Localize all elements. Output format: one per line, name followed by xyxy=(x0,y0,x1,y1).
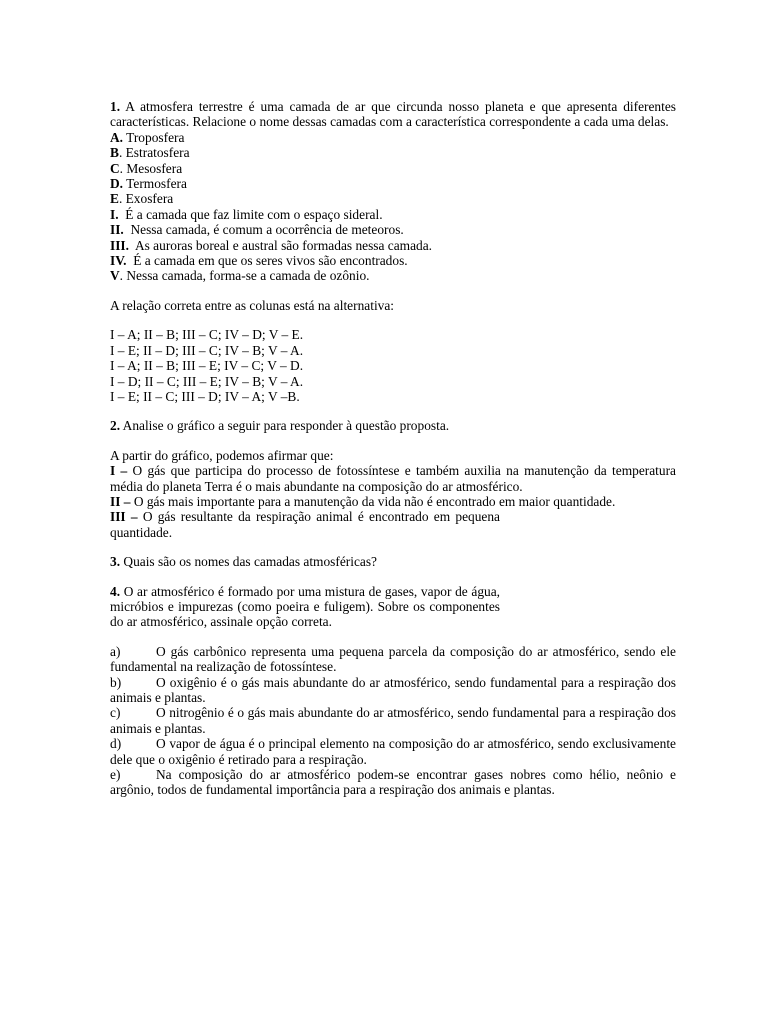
q1-number: 1. xyxy=(110,99,121,114)
q2-statement: 2. Analise o gráfico a seguir para responder à questão proposta. xyxy=(110,418,450,434)
layer-item: D. Termosfera xyxy=(110,176,187,192)
characteristic-item: V. Nessa camada, forma-se a camada de ozônio. xyxy=(110,268,370,284)
layer-item: A. Troposfera xyxy=(110,129,185,145)
q3-statement: 3. Quais são os nomes das camadas atmosféricas? xyxy=(110,554,378,570)
q4-option: a) O gás carbônico representa uma pequena parcela da composição do ar atmosférico, sendo ele fundamental na realização de fotossíntese. xyxy=(110,643,676,675)
q1-option: I – A; II – B; III – E; IV – C; V – D. xyxy=(110,358,304,374)
characteristic-item: IV. É a camada em que os seres vivos são encontrados. xyxy=(110,253,408,269)
q4-option: d) O vapor de água é o principal elemento na composição do ar atmosférico, sendo exclusivamente dele que o oxigênio é retirado para a respiração. xyxy=(110,736,676,767)
q4-statement: 4. O ar atmosférico é formado por uma mistura de gases, vapor de água, micróbios e impurezas (como poeira e fuligem). Sobre os componentes do ar atmosférico, assinale opção correta. xyxy=(110,583,500,630)
layer-item: B. Estratosfera xyxy=(110,145,190,161)
q3-number: 3. xyxy=(110,554,121,570)
q1-option: I – E; II – C; III – D; IV – A; V –B. xyxy=(110,388,300,404)
q4-number: 4. xyxy=(110,583,121,599)
q2-statement-item: II – O gás mais importante para a manutenção da vida não é encontrado em maior quantidade. xyxy=(110,493,616,509)
q2-statement-item: I – O gás que participa do processo de fotossíntese e também auxilia na manutenção da temperatura média do planeta Terra é o mais abundante na composição do ar atmosférico. xyxy=(110,463,676,494)
q2-intro: A partir do gráfico, podemos afirmar que: xyxy=(110,447,334,463)
q1-option: I – E; II – D; III – C; IV – B; V – A. xyxy=(110,342,304,358)
layer-item: C. Mesosfera xyxy=(110,160,183,176)
q1-relation-prompt: A relação correta entre as colunas está na alternativa: xyxy=(110,297,395,313)
q1-statement xyxy=(110,99,676,130)
q2-statement-item: III – O gás resultante da respiração animal é encontrado em pequena quantidade. xyxy=(110,509,500,540)
document-body xyxy=(110,99,676,798)
q4-option: c) O nitrogênio é o gás mais abundante do ar atmosférico, sendo fundamental para a respiração dos animais e plantas. xyxy=(110,705,676,736)
characteristic-item: III. As auroras boreal e austral são formadas nessa camada. xyxy=(110,237,433,253)
q4-option: b) O oxigênio é o gás mais abundante do ar atmosférico, sendo fundamental para a respiração dos animais e plantas. xyxy=(110,674,676,705)
q2-number: 2. xyxy=(110,418,121,434)
characteristic-item: I. É a camada que faz limite com o espaço sideral. xyxy=(110,206,383,222)
characteristic-item: II. Nessa camada, é comum a ocorrência de meteoros. xyxy=(110,222,404,238)
q1-option: I – D; II – C; III – E; IV – B; V – A. xyxy=(110,373,304,389)
layer-item: E. Exosfera xyxy=(110,191,174,207)
q1-option: I – A; II – B; III – C; IV – D; V – E. xyxy=(110,327,304,343)
q4-option: e) Na composição do ar atmosférico podem-se encontrar gases nobres como hélio, neônio e argônio, todos de fundamental importância para a respiração dos animais e plantas. xyxy=(110,767,676,798)
q1-text: A atmosfera terrestre é uma camada de ar que circunda nosso planeta e que apresenta diferentes características. Relacione o nome dessas camadas com a característica correspondente a cada uma delas. xyxy=(110,99,676,130)
